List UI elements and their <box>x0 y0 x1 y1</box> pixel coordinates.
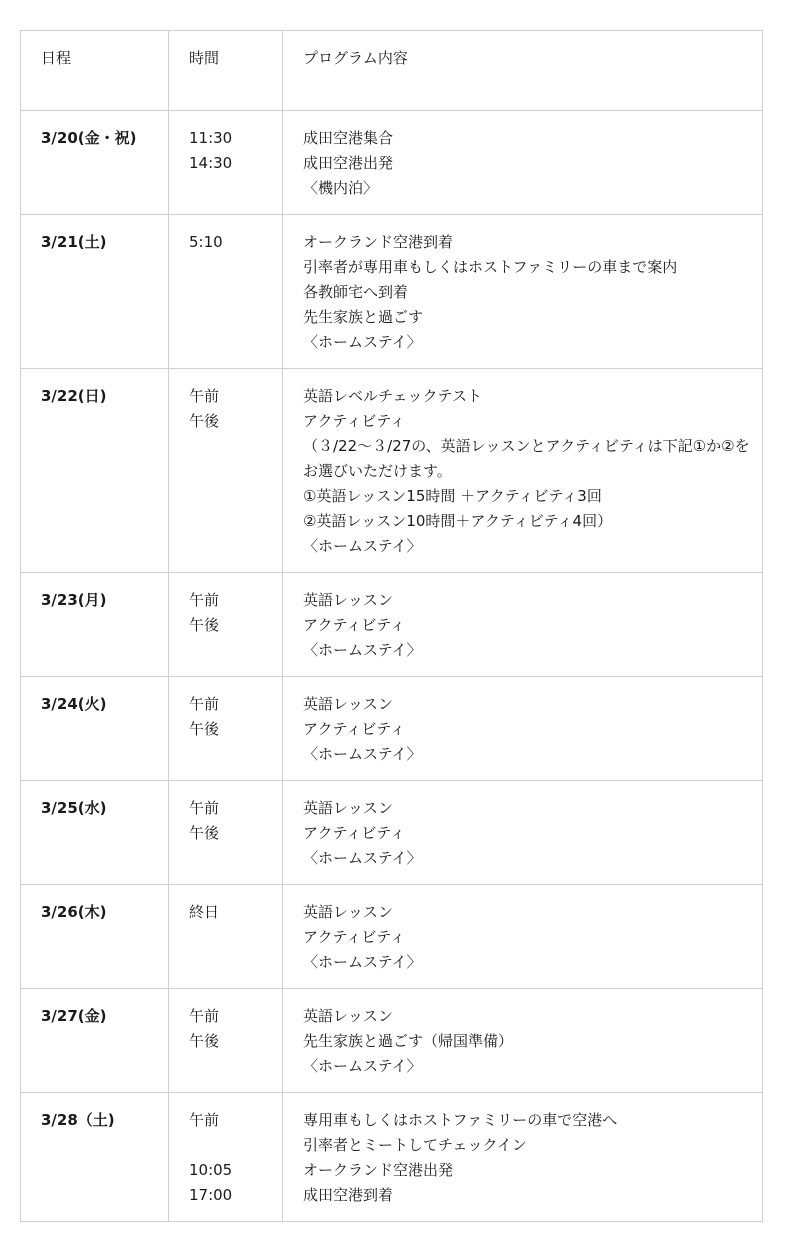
program-line: 英語レッスン <box>303 695 393 713</box>
time-cell <box>169 215 283 369</box>
time-label: 午後 <box>189 412 220 430</box>
date-cell <box>21 111 169 215</box>
table-row <box>21 1093 763 1222</box>
program-cell <box>283 573 763 677</box>
program-line: 先生家族と過ごす（帰国準備） <box>303 1032 514 1050</box>
time-label: 午後 <box>189 720 220 738</box>
program-line: 英語レッスン <box>303 799 393 817</box>
time-label: 午前 <box>189 1111 220 1129</box>
program-line: アクティビティ <box>303 928 406 946</box>
program-cell <box>283 989 763 1093</box>
program-line: 英語レッスン <box>303 591 393 609</box>
date-label: 3/22(日) <box>41 387 107 405</box>
program-line: 英語レッスン <box>303 903 393 921</box>
program-line: 〈ホームステイ〉 <box>303 953 422 971</box>
header-program: プログラム内容 <box>283 31 763 111</box>
date-label: 3/23(月) <box>41 591 107 609</box>
date-cell <box>21 989 169 1093</box>
schedule-table <box>20 30 763 1222</box>
date-label: 3/21(土) <box>41 233 107 251</box>
program-line: 〈ホームステイ〉 <box>303 333 422 351</box>
time-cell <box>169 989 283 1093</box>
time-spacer <box>189 1133 282 1158</box>
date-label: 3/26(木) <box>41 903 107 921</box>
time-label: 午後 <box>189 616 220 634</box>
program-line: アクティビティ <box>303 720 406 738</box>
program-line: アクティビティ <box>303 824 406 842</box>
time-label: 11:30 <box>189 129 233 147</box>
date-cell <box>21 885 169 989</box>
time-label: 午前 <box>189 695 220 713</box>
program-line: オークランド空港到着 <box>303 233 454 251</box>
program-line: 〈ホームステイ〉 <box>303 641 422 659</box>
program-line: 成田空港集合 <box>303 129 394 147</box>
program-line: オークランド空港出発 <box>303 1161 454 1179</box>
date-label: 3/25(水) <box>41 799 107 817</box>
table-header-row <box>21 31 763 111</box>
date-cell <box>21 1093 169 1222</box>
table-row <box>21 573 763 677</box>
time-cell <box>169 111 283 215</box>
time-cell <box>169 1093 283 1222</box>
time-label: 14:30 <box>189 154 233 172</box>
program-line: 各教師宅へ到着 <box>303 283 409 301</box>
date-cell <box>21 573 169 677</box>
date-label: 3/28（土) <box>41 1111 115 1129</box>
table-row <box>21 677 763 781</box>
program-line: ①英語レッスン15時間 ＋アクティビティ3回 <box>303 487 602 505</box>
time-label: 5:10 <box>189 233 223 251</box>
program-line: 成田空港到着 <box>303 1186 394 1204</box>
time-cell <box>169 781 283 885</box>
program-line: アクティビティ <box>303 412 406 430</box>
program-line: 〈ホームステイ〉 <box>303 745 422 763</box>
program-cell <box>283 215 763 369</box>
program-line: 引率者とミートしてチェックイン <box>303 1136 527 1154</box>
program-line: 〈ホームステイ〉 <box>303 537 422 555</box>
program-line: 英語レッスン <box>303 1007 393 1025</box>
program-line: 〈ホームステイ〉 <box>303 849 422 867</box>
program-cell <box>283 1093 763 1222</box>
time-label: 午前 <box>189 591 220 609</box>
date-cell <box>21 369 169 573</box>
date-label: 3/27(金) <box>41 1007 107 1025</box>
time-label: 午前 <box>189 799 220 817</box>
time-label: 10:05 <box>189 1161 233 1179</box>
date-cell <box>21 781 169 885</box>
program-cell <box>283 111 763 215</box>
program-line: 成田空港出発 <box>303 154 394 172</box>
time-label: 午前 <box>189 387 220 405</box>
table-row <box>21 885 763 989</box>
program-line: 〈機内泊〉 <box>303 179 379 197</box>
time-label: 終日 <box>189 903 220 921</box>
time-cell <box>169 677 283 781</box>
date-cell <box>21 677 169 781</box>
program-line: 引率者が専用車もしくはホストファミリーの車まで案内 <box>303 258 678 276</box>
table-row <box>21 989 763 1093</box>
program-line: 専用車もしくはホストファミリーの車で空港へ <box>303 1111 618 1129</box>
time-cell <box>169 885 283 989</box>
table-row <box>21 781 763 885</box>
time-label: 午後 <box>189 824 220 842</box>
program-line: アクティビティ <box>303 616 406 634</box>
time-cell <box>169 573 283 677</box>
program-line: 〈ホームステイ〉 <box>303 1057 422 1075</box>
program-cell <box>283 781 763 885</box>
table-row <box>21 215 763 369</box>
table-row <box>21 369 763 573</box>
table-row <box>21 111 763 215</box>
program-cell <box>283 677 763 781</box>
date-label: 3/24(火) <box>41 695 107 713</box>
program-cell <box>283 885 763 989</box>
time-label: 午前 <box>189 1007 220 1025</box>
program-line: ②英語レッスン10時間＋アクティビティ4回） <box>303 512 613 530</box>
program-line: 先生家族と過ごす <box>303 308 424 326</box>
program-line: （３/22〜３/27の、英語レッスンとアクティビティは下記①か②をお選びいただけます。 <box>303 437 750 480</box>
date-label: 3/20(金・祝) <box>41 129 137 147</box>
time-label: 17:00 <box>189 1186 233 1204</box>
time-cell <box>169 369 283 573</box>
header-time: 時間 <box>169 31 283 111</box>
time-label: 午後 <box>189 1032 220 1050</box>
header-date: 日程 <box>21 31 169 111</box>
program-line: 英語レベルチェックテスト <box>303 387 482 405</box>
date-cell <box>21 215 169 369</box>
program-cell <box>283 369 763 573</box>
